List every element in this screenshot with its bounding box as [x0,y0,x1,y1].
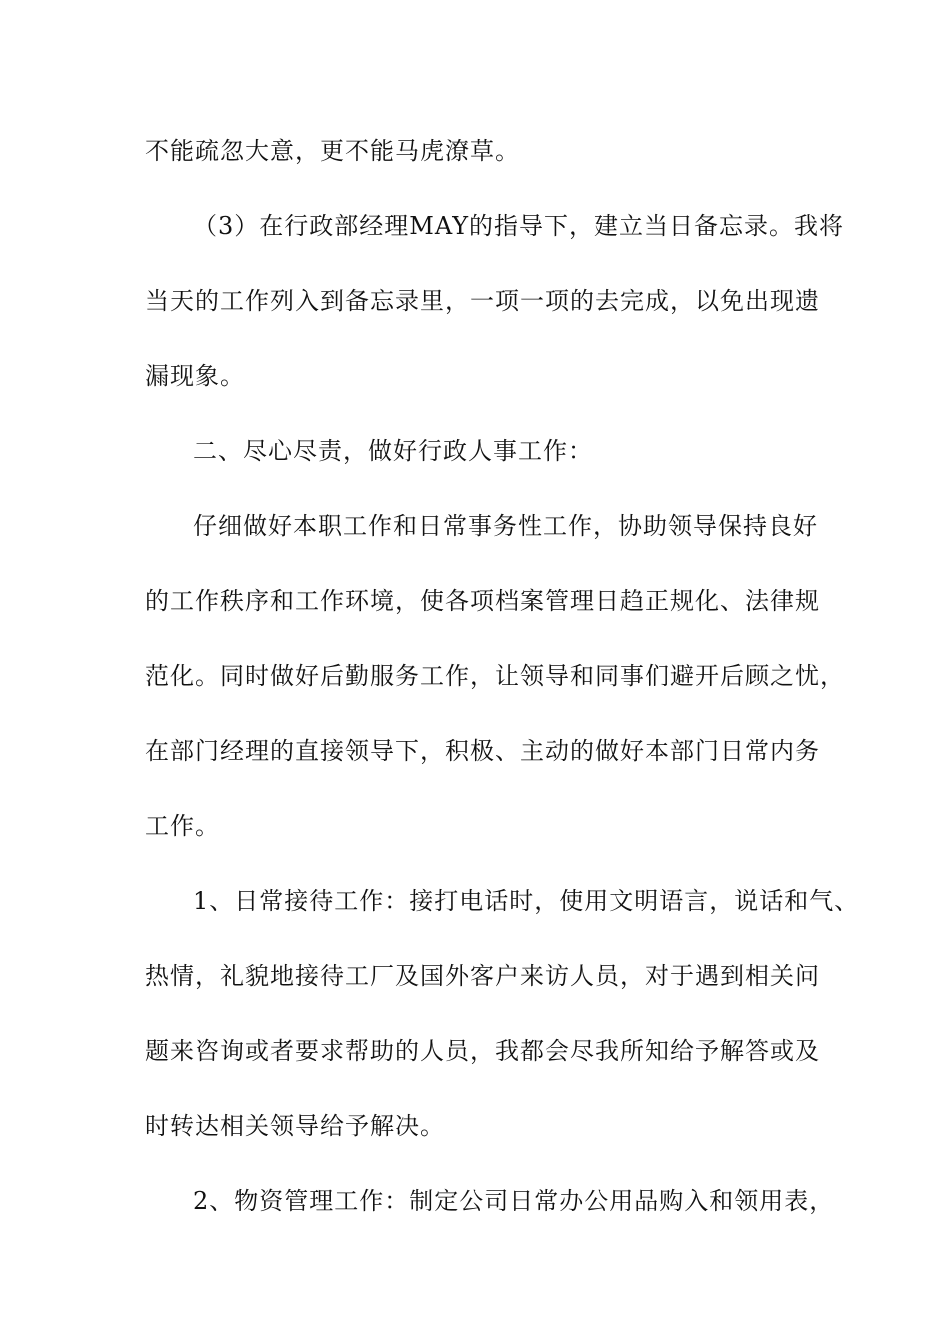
text-line: 时转达相关领导给予解决。 [145,1112,445,1140]
text-line: 当天的工作列入到备忘录里，一项一项的去完成，以免出现遗 [145,287,820,315]
text-line: 范化。同时做好后勤服务工作，让领导和同事们避开后顾之忧， [145,662,845,690]
text-line: 热情，礼貌地接待工厂及国外客户来访人员，对于遇到相关问 [145,962,820,990]
text-line: 题来咨询或者要求帮助的人员，我都会尽我所知给予解答或及 [145,1037,820,1065]
text-line: 不能疏忽大意，更不能马虎潦草。 [145,137,520,165]
text-line: 工作。 [145,812,220,840]
text-line: 仔细做好本职工作和日常事务性工作，协助领导保持良好 [193,512,818,540]
section-heading: 二、尽心尽责，做好行政人事工作： [193,437,593,465]
text-line: 漏现象。 [145,362,245,390]
text-line: 2、物资管理工作：制定公司日常办公用品购入和领用表， [193,1187,835,1215]
text-line: （3）在行政部经理MAY的指导下，建立当日备忘录。我将 [193,212,845,240]
text-line: 在部门经理的直接领导下，积极、主动的做好本部门日常内务 [145,737,820,765]
text-line: 的工作秩序和工作环境，使各项档案管理日趋正规化、法律规 [145,587,820,615]
text-line: 1、日常接待工作：接打电话时，使用文明语言，说话和气、 [193,887,860,915]
